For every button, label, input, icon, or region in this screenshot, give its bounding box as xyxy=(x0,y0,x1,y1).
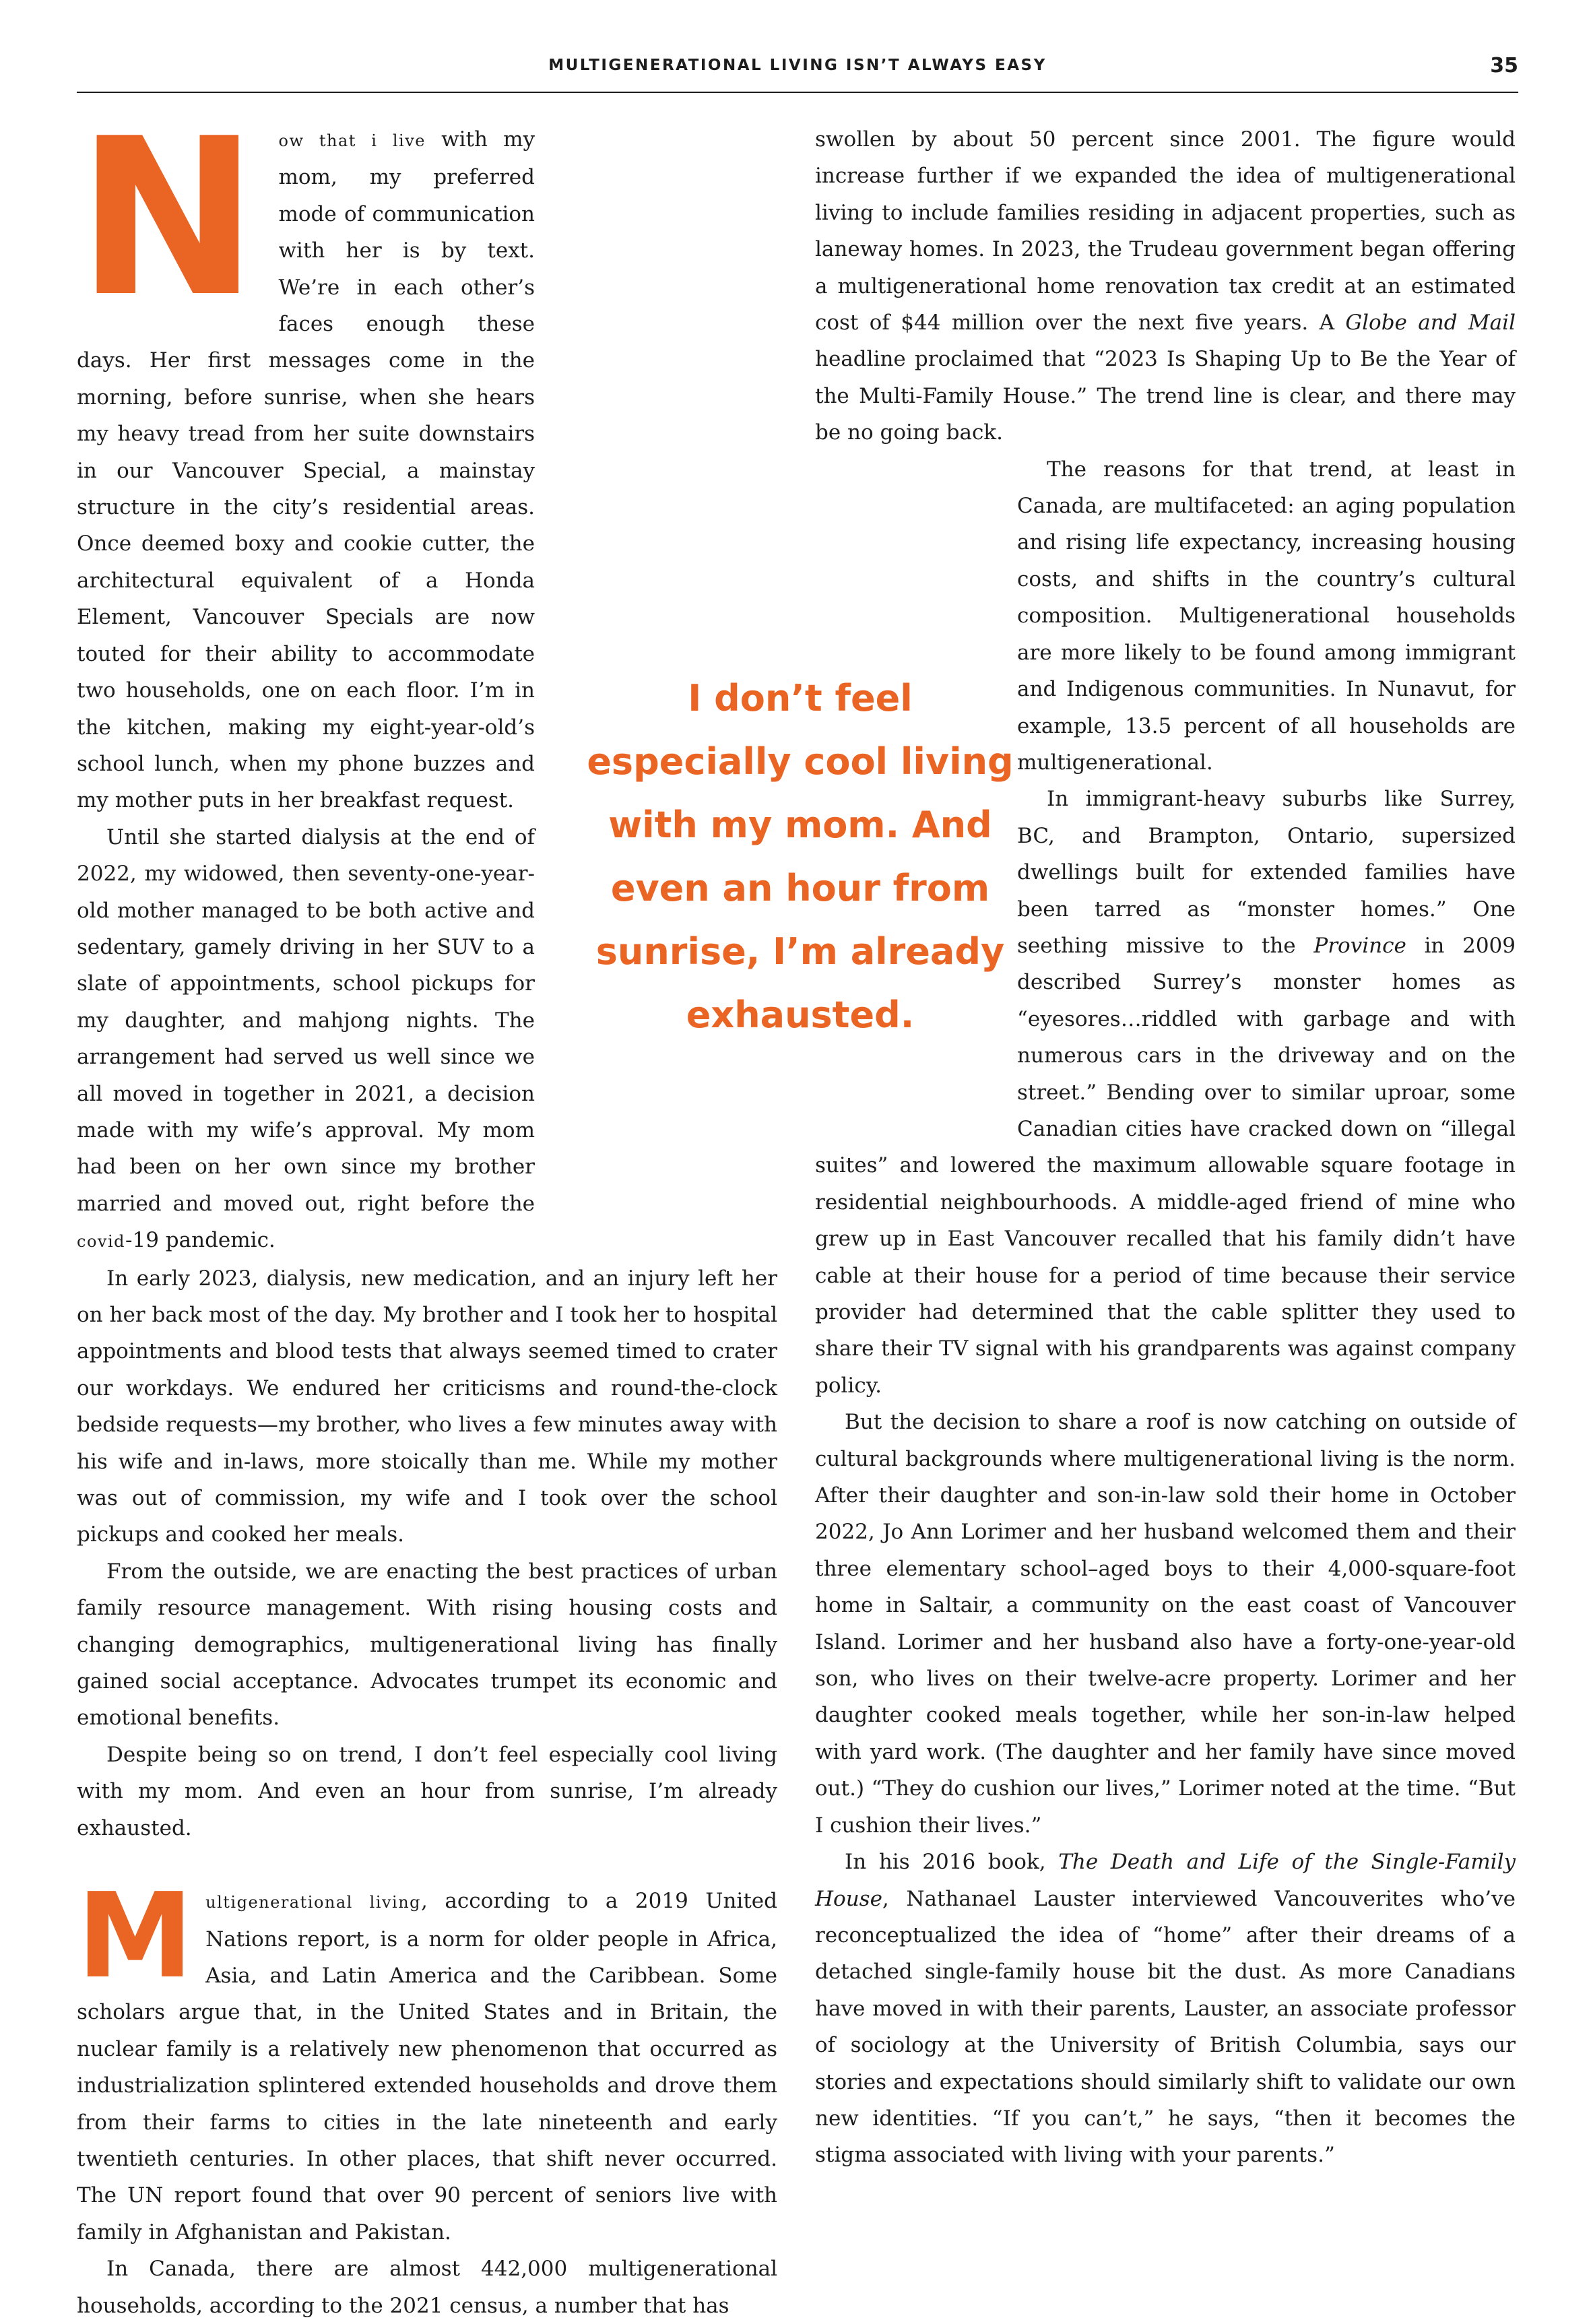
running-title: MULTIGENERATIONAL LIVING ISN’T ALWAYS EASY xyxy=(548,57,1047,74)
left-column xyxy=(77,92,777,2324)
paragraph-text: headline proclaimed that “2023 Is Shaping Up to Be the Year of the Multi-Family House.” The trend line is clear, and there may be no going back. xyxy=(815,347,1516,445)
right-column xyxy=(815,121,1516,2174)
paragraph: From the outside, we are enacting the best practices of urban family resource management. With rising housing costs and changing demographics, multigenerational living has finally gained social acceptance. Advocates trumpet its economic and emotional benefits. xyxy=(77,1559,777,1731)
pull-quote: I don’t feel especially cool living with my mom. And even an hour from sunrise, I’m already exhausted. xyxy=(587,677,1014,1036)
lead-in: ultigenerational living xyxy=(205,1893,422,1912)
paragraph-text: In immigrant-heavy suburbs like Surrey, BC, and Brampton, Ontario, supersized dwellings built for extended families have been tarred as “monster homes.” One seething missive to the xyxy=(1017,787,1516,958)
italic-title: Province xyxy=(1313,933,1406,958)
drop-cap: N xyxy=(77,92,259,344)
paragraph-text: In his 2016 book, xyxy=(845,1850,1059,1875)
page-header xyxy=(77,54,1518,93)
paragraph: But the decision to share a roof is now catching on outside of cultural backgrounds where multigenerational living is the norm. After their daughter and son-in-law sold their home in October 2022, Jo Ann Lorimer and her husband welcomed them and their three elementary school–aged boys to their 4,000-square-foot home in Saltair, a community on the east coast of Vancouver Island. Lorimer and her husband also have a forty-one-year-old son, who lives on their twelve-acre property. Lorimer and her daughter cooked meals together, while her son-in-law helped with yard work. (The daughter and her family have since moved out.) “They do cushion our lives,” Lorimer noted at the time. “But I cushion their lives.” xyxy=(815,1410,1516,1838)
lead-in: ow that i live xyxy=(278,131,426,150)
paragraph: Despite being so on trend, I don’t feel especially cool living with my mom. And even an hour from sunrise, I’m already exhausted. xyxy=(77,1742,777,1840)
paragraph-text: , according to a 2019 United Nations report, is a norm for older people in Africa, Asia, and Latin America and the Caribbean. Some scholars argue that, in the United States and in Britain, the nuclear family is a relatively new phenomenon that occurred as industrialization splintered extended households and drove them from their farms to cities in the late nineteenth and early twentieth centuries. In other places, that shift never occurred. The UN report found that over 90 percent of seniors live with family in Afghanistan and Pakistan. xyxy=(77,1889,777,2245)
page-number: 35 xyxy=(1490,54,1518,77)
paragraph: In early 2023, dialysis, new medication, and an injury left her on her back most of the day. My brother and I took her to hospital appointments and blood tests that always seemed timed to crater our workdays. We endured her criticisms and round-the-clock bedside requests—my brother, who lives a few minutes away with his wife and in-laws, more stoically than me. While my mother was out of commission, my wife and I took over the school pickups and cooked her meals. xyxy=(77,1266,777,1547)
paragraph xyxy=(815,1844,1516,2174)
paragraph-text: swollen by about 50 percent since 2001. The figure would increase further if we expanded the idea of multigenerational living to include families residing in adjacent properties, such as laneway homes. In 2023, the Trudeau government began offering a multigenerational home renovation tax credit at an estimated cost of $44 million over the next five years. A xyxy=(815,127,1516,335)
paragraph-text: -19 pandemic. xyxy=(125,1228,275,1253)
paragraph: In Canada, there are almost 442,000 multigenerational households, according to the 2021 census, a number that has xyxy=(77,2257,777,2318)
small-caps-text: covid xyxy=(77,1232,125,1252)
italic-title: Globe and Mail xyxy=(1345,311,1516,335)
paragraph-text: The reasons for that trend, at least in Canada, are multifaceted: an aging population and rising life expectancy, increasing housing costs, and shifts in the country’s cultural composition. Multigenerational households are more likely to be found among immigrant and Indigenous communities. In Nunavut, for example, 13.5 percent of all households are multigenerational. xyxy=(1017,457,1516,775)
paragraph-text: in 2009 described Surrey’s monster homes as “eyesores…riddled with garbage and with numerous cars in the driveway and on the street.” Bending over to similar uproar, some Canadian cities have cracked down on “illegal suites” and lowered the maximum allowable square footage in residential neighbourhoods. A middle-aged friend of mine who grew up in East Vancouver recalled that his family didn’t have cable at their house for a period of time because their service provider had determined that the cable splitter they used to share their TV signal with his grandparents was against company policy. xyxy=(815,933,1516,1398)
italic-title: The Death and Life of the Single-Family House xyxy=(815,1850,1516,1911)
drop-cap: M xyxy=(77,1868,194,2005)
paragraph xyxy=(77,1868,777,2251)
paragraph-text: with my mom, my preferred mode of communication with her is by text. We’re in each other’s faces enough these days. Her first messages come in the morning, before sunrise, when she hears my heavy tread from her suite downstairs in our Vancouver Special, a mainstay structure in the city’s residential areas. Once deemed boxy and cookie cutter, the architectural equivalent of a Honda Element, Vancouver Specials are now touted for their ability to accommodate two households, one on each floor. I’m in the kitchen, making my eight-year-old’s school lunch, when my phone buzzes and my mother puts in her breakfast request. xyxy=(77,127,535,813)
paragraph-text: Until she started dialysis at the end of 2022, my widowed, then seventy-one-year-old mother managed to be both active and sedentary, gamely driving in her SUV to a slate of appointments, school pickups for my daughter, and mahjong nights. The arrangement had served us well since we all moved in together in 2021, a decision made with my wife’s approval. My mom had been on her own since my brother married and moved out, right before the xyxy=(77,825,535,1216)
paragraph-text: , Nathanael Lauster interviewed Vancouverites who’ve reconceptualized the idea of “home” after their dreams of a detached single-family house bit the dust. As more Canadians have moved in with their parents, Lauster, an associate professor of sociology at the University of British Columbia, says our stories and expectations should similarly shift to validate our own new identities. “If you can’t,” he says, “then it becomes the stigma associated with living with your parents.” xyxy=(815,1886,1516,2168)
paragraph xyxy=(815,121,1516,451)
